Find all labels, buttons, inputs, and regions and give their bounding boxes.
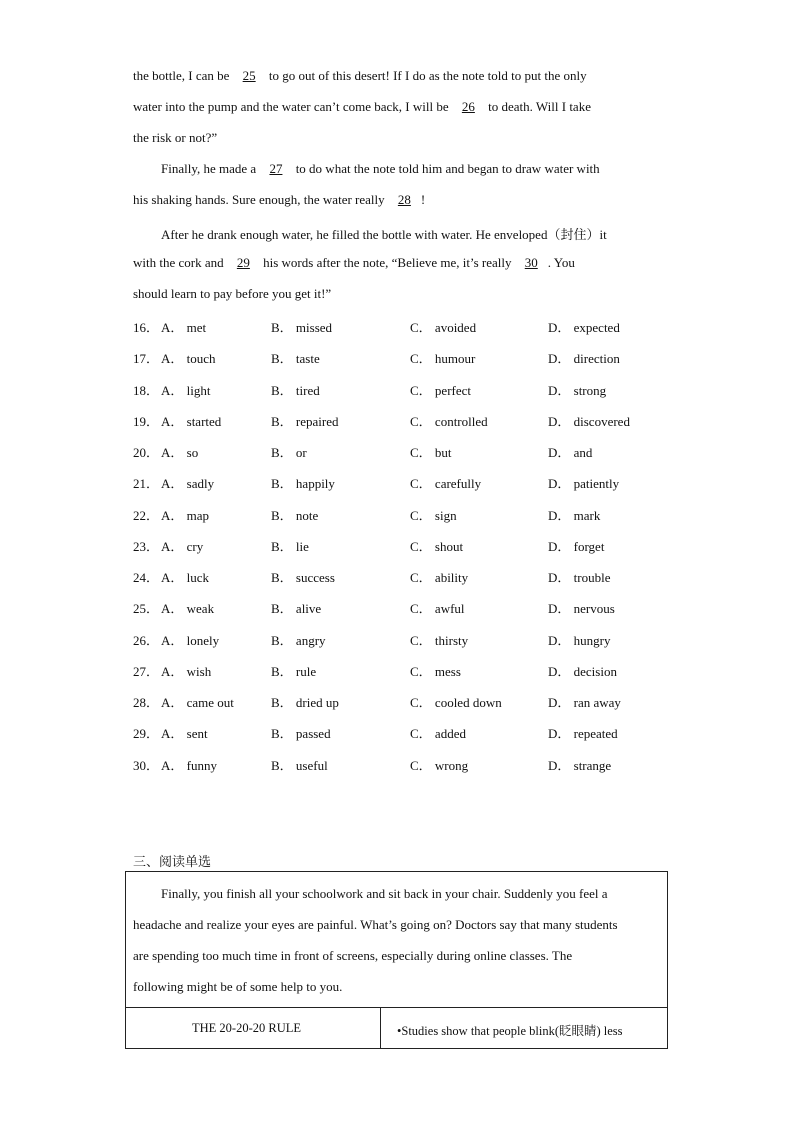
blank-25: 25 — [242, 68, 256, 83]
option-d: D． forget — [548, 538, 605, 554]
passage-text: to do what the note told him and began to draw water with — [295, 161, 600, 176]
intro-line: headache and realize your eyes are painful. What’s going on? Doctors say that many students — [133, 917, 618, 932]
blank-28: 28 — [397, 192, 411, 207]
question-number: 20． — [133, 445, 160, 460]
intro-line: following might be of some help to you. — [133, 979, 343, 994]
option-d: D． patiently — [548, 476, 620, 492]
option-d: D． trouble — [548, 570, 611, 585]
question-row — [133, 411, 693, 431]
option-b: B． missed — [271, 320, 333, 335]
question-number: 18． — [133, 382, 160, 398]
question-number: 19． — [133, 413, 160, 429]
question-number: 17． — [133, 351, 160, 367]
passage-text: should learn to pay before you get it!” — [133, 286, 332, 301]
question-row — [133, 692, 693, 712]
table-divider — [125, 1007, 668, 1008]
option-d: D． repeated — [548, 726, 618, 742]
option-a: A． light — [161, 382, 211, 398]
option-c: C． controlled — [410, 413, 488, 429]
option-d: D． direction — [548, 351, 620, 367]
question-number: 22． — [133, 507, 160, 523]
blank-27: 27 — [269, 161, 283, 176]
option-b: B． note — [271, 507, 319, 523]
question-row — [133, 348, 693, 368]
option-c: C． avoided — [410, 320, 477, 335]
question-number: 29． — [133, 726, 160, 742]
option-a: A． so — [161, 445, 199, 460]
passage-text: After he drank enough water, he filled the bottle with water. He enveloped（封住）it — [161, 227, 607, 242]
passage-line-1 — [133, 68, 587, 84]
blank-30: 30 — [524, 255, 538, 270]
question-row — [133, 630, 693, 650]
option-b: B． dried up — [271, 695, 339, 710]
option-d: D． discovered — [548, 413, 630, 429]
option-d: D． ran away — [548, 695, 621, 710]
option-a: A． cry — [161, 538, 204, 554]
option-c: C． wrong — [410, 757, 469, 773]
question-number: 23． — [133, 538, 160, 554]
passage-line-5 — [133, 192, 425, 208]
option-d: D． expected — [548, 320, 620, 335]
passage-text: . You — [547, 255, 575, 270]
option-d: D． mark — [548, 507, 601, 523]
option-c: C． mess — [410, 663, 461, 679]
question-row — [133, 380, 693, 400]
option-d: D． and — [548, 445, 593, 460]
passage-text: the bottle, I can be — [133, 68, 230, 83]
option-d: D． strong — [548, 382, 607, 398]
option-d: D． hungry — [548, 632, 611, 648]
passage-line-2 — [133, 99, 591, 115]
option-b: B． passed — [271, 726, 331, 742]
question-row — [133, 755, 693, 775]
option-b: B． lie — [271, 538, 309, 554]
option-a: A． came out — [161, 695, 234, 710]
passage-line-4 — [161, 161, 600, 177]
question-row — [133, 536, 693, 556]
passage-line-3 — [133, 130, 217, 146]
reading-intro — [133, 878, 662, 1002]
passage-text: Finally, he made a — [161, 161, 257, 176]
table-cell-blink-note: •Studies show that people blink(眨眼睛) less — [397, 1024, 623, 1038]
option-a: A． weak — [161, 601, 215, 617]
option-a: A． started — [161, 413, 222, 429]
option-d: D． decision — [548, 663, 617, 679]
option-a: A． lonely — [161, 632, 220, 648]
passage-text: water into the pump and the water can’t come back, I will be — [133, 99, 449, 114]
passage-text: his words after the note, “Believe me, it’s really — [263, 255, 512, 270]
question-number: 24． — [133, 570, 160, 585]
option-b: B． happily — [271, 476, 335, 492]
blank-29: 29 — [236, 255, 250, 270]
table-column-divider — [380, 1007, 381, 1049]
option-a: A． sent — [161, 726, 208, 742]
blank-26: 26 — [461, 99, 475, 114]
question-row — [133, 661, 693, 681]
question-number: 25． — [133, 601, 160, 617]
option-a: A． funny — [161, 757, 217, 773]
passage-text: to go out of this desert! If I do as the note told to put the only — [268, 68, 587, 83]
passage-line-7 — [133, 255, 575, 271]
passage-line-8 — [133, 286, 331, 302]
option-b: B． tired — [271, 382, 320, 398]
option-d: D． nervous — [548, 601, 615, 617]
option-c: C． humour — [410, 351, 476, 367]
intro-line: Finally, you finish all your schoolwork and sit back in your chair. Suddenly you feel a — [161, 886, 608, 901]
option-c: C． perfect — [410, 382, 472, 398]
question-row — [133, 317, 693, 337]
question-row — [133, 473, 693, 493]
option-c: C． but — [410, 445, 452, 460]
option-b: B． repaired — [271, 413, 339, 429]
option-b: B． success — [271, 570, 335, 585]
question-number: 21． — [133, 476, 160, 492]
option-b: B． or — [271, 445, 307, 460]
option-b: B． taste — [271, 351, 320, 367]
question-number: 26． — [133, 632, 160, 648]
passage-text: the risk or not?” — [133, 130, 218, 145]
option-b: B． rule — [271, 663, 317, 679]
option-c: C． ability — [410, 570, 469, 585]
question-number: 28． — [133, 695, 160, 710]
question-row — [133, 442, 693, 462]
option-c: C． added — [410, 726, 466, 742]
option-c: C． awful — [410, 601, 465, 617]
question-number: 30． — [133, 757, 160, 773]
question-row — [133, 723, 693, 743]
question-number: 16． — [133, 320, 160, 335]
option-a: A． wish — [161, 663, 212, 679]
question-row — [133, 598, 693, 618]
option-a: A． touch — [161, 351, 216, 367]
question-row — [133, 567, 693, 587]
passage-text: with the cork and — [133, 255, 224, 270]
option-c: C． sign — [410, 507, 457, 523]
option-b: B． angry — [271, 632, 326, 648]
intro-line: are spending too much time in front of screens, especially during online classes. The — [133, 948, 573, 963]
section-title: 三、阅读单选 — [133, 855, 212, 870]
passage-text: to death. Will I take — [488, 99, 591, 114]
option-a: A． map — [161, 507, 210, 523]
passage-text: his shaking hands. Sure enough, the water really — [133, 192, 385, 207]
passage-line-6 — [161, 224, 607, 243]
option-b: B． alive — [271, 601, 322, 617]
question-number: 27． — [133, 663, 160, 679]
option-c: C． cooled down — [410, 695, 502, 710]
passage-text: ! — [420, 192, 426, 207]
option-a: A． met — [161, 320, 207, 335]
option-c: C． shout — [410, 538, 464, 554]
option-a: A． luck — [161, 570, 210, 585]
table-cell-rule-title: THE 20-20-20 RULE — [192, 1021, 302, 1035]
option-a: A． sadly — [161, 476, 215, 492]
option-c: C． carefully — [410, 476, 482, 492]
question-row — [133, 505, 693, 525]
option-c: C． thirsty — [410, 632, 469, 648]
option-b: B． useful — [271, 757, 328, 773]
option-d: D． strange — [548, 757, 612, 773]
